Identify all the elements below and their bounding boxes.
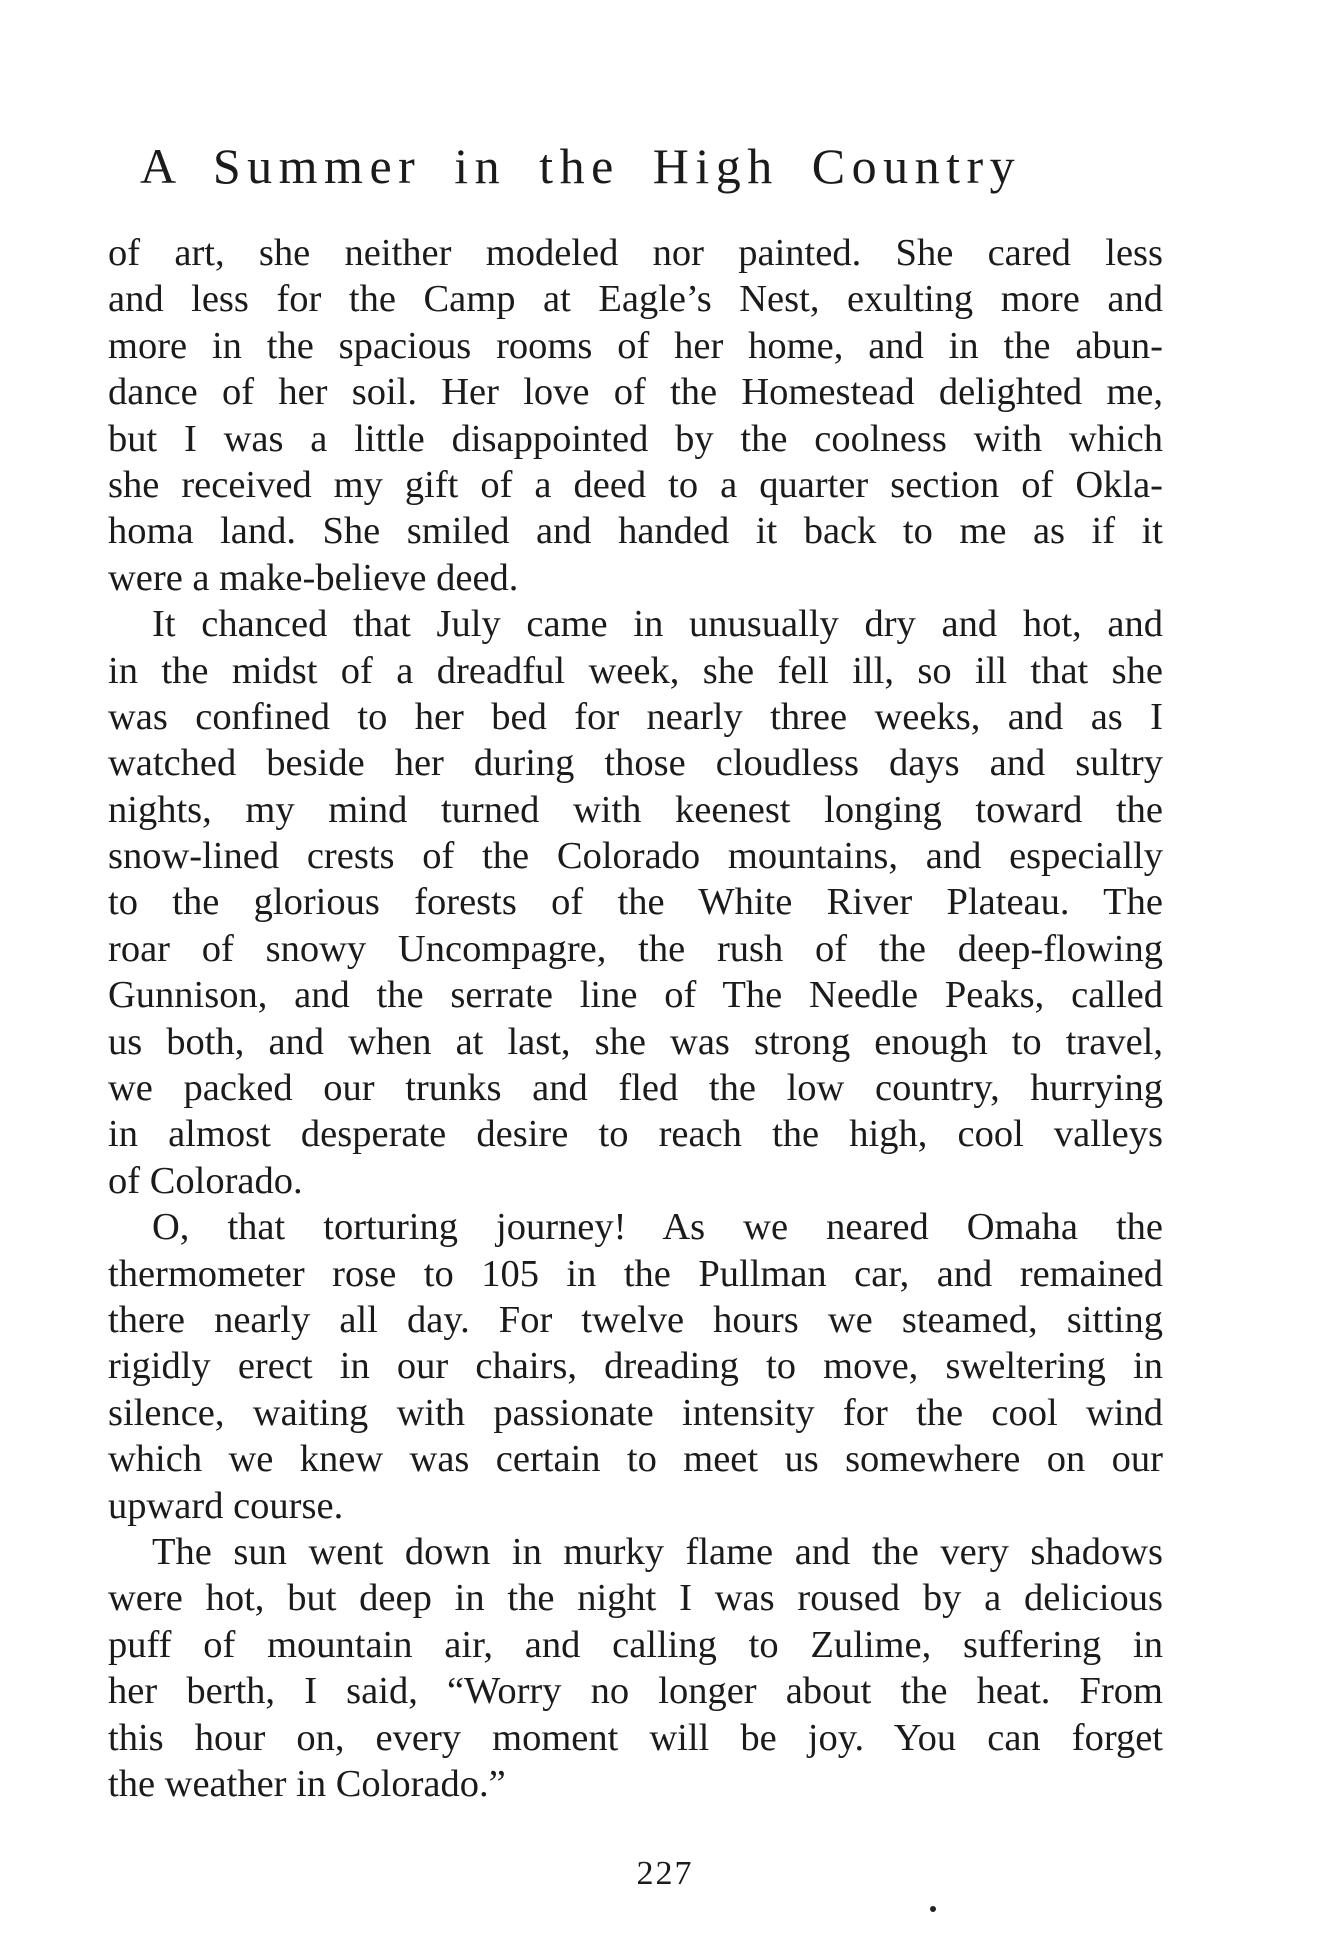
text-line: which we knew was certain to meet us somewhere on our xyxy=(108,1438,1163,1481)
text-line: but I was a little disappointed by the coolness with which xyxy=(108,417,1163,460)
text-line: upward course. xyxy=(108,1484,344,1527)
text-line: silence, waiting with passionate intensity for the cool wind xyxy=(108,1391,1163,1434)
paragraph xyxy=(108,601,1163,1204)
paragraph xyxy=(108,230,1163,601)
text-line: the weather in Colorado.” xyxy=(108,1762,506,1805)
text-line: were hot, but deep in the night I was roused by a delicious xyxy=(108,1577,1163,1620)
text-line: in almost desperate desire to reach the high, cool valleys xyxy=(108,1113,1163,1156)
text-line: and less for the Camp at Eagle’s Nest, exulting more and xyxy=(108,278,1163,321)
print-speck xyxy=(930,1906,936,1912)
text-line: there nearly all day. For twelve hours we steamed, sitting xyxy=(108,1298,1163,1341)
text-line: were a make-believe deed. xyxy=(108,556,519,599)
text-line: her berth, I said, “Worry no longer about the heat. From xyxy=(108,1670,1163,1713)
text-line: dance of her soil. Her love of the Homestead delighted me, xyxy=(108,371,1163,414)
text-line: thermometer rose to 105 in the Pullman car, and remained xyxy=(108,1252,1163,1295)
text-line: watched beside her during those cloudless days and sultry xyxy=(108,742,1163,785)
text-line: snow-lined crests of the Colorado mountains, and especially xyxy=(108,835,1163,878)
text-line: us both, and when at last, she was strong enough to travel, xyxy=(108,1020,1163,1063)
text-line: of Colorado. xyxy=(108,1159,303,1202)
text-line: roar of snowy Uncompagre, the rush of the deep-flowing xyxy=(108,927,1163,970)
running-head: A Summer in the High Country xyxy=(140,138,1022,194)
text-line: in the midst of a dreadful week, she fell ill, so ill that she xyxy=(108,649,1163,692)
text-line: homa land. She smiled and handed it back to me as if it xyxy=(108,510,1163,553)
text-line: The sun went down in murky flame and the very shadows xyxy=(152,1530,1163,1573)
text-line: this hour on, every moment will be joy. You can forget xyxy=(108,1716,1163,1759)
text-line: It chanced that July came in unusually dry and hot, and xyxy=(152,603,1163,646)
text-line: puff of mountain air, and calling to Zulime, suffering in xyxy=(108,1623,1163,1666)
text-line: to the glorious forests of the White River Plateau. The xyxy=(108,881,1163,924)
text-line: of art, she neither modeled nor painted. She cared less xyxy=(108,232,1163,274)
text-line: nights, my mind turned with keenest longing toward the xyxy=(108,788,1163,831)
text-line: more in the spacious rooms of her home, and in the abun- xyxy=(108,324,1163,367)
text-line: rigidly erect in our chairs, dreading to move, sweltering in xyxy=(108,1345,1163,1388)
text-line: we packed our trunks and fled the low country, hurrying xyxy=(108,1067,1163,1110)
body-text xyxy=(108,230,1163,1807)
text-line: was confined to her bed for nearly three weeks, and as I xyxy=(108,695,1163,738)
paragraph xyxy=(108,1529,1163,1807)
paragraph xyxy=(108,1204,1163,1529)
text-line: Gunnison, and the serrate line of The Needle Peaks, called xyxy=(108,974,1163,1017)
page-number: 227 xyxy=(636,1855,694,1892)
text-line: she received my gift of a deed to a quarter section of Okla- xyxy=(108,463,1163,506)
text-line: O, that torturing journey! As we neared Omaha the xyxy=(152,1206,1163,1249)
